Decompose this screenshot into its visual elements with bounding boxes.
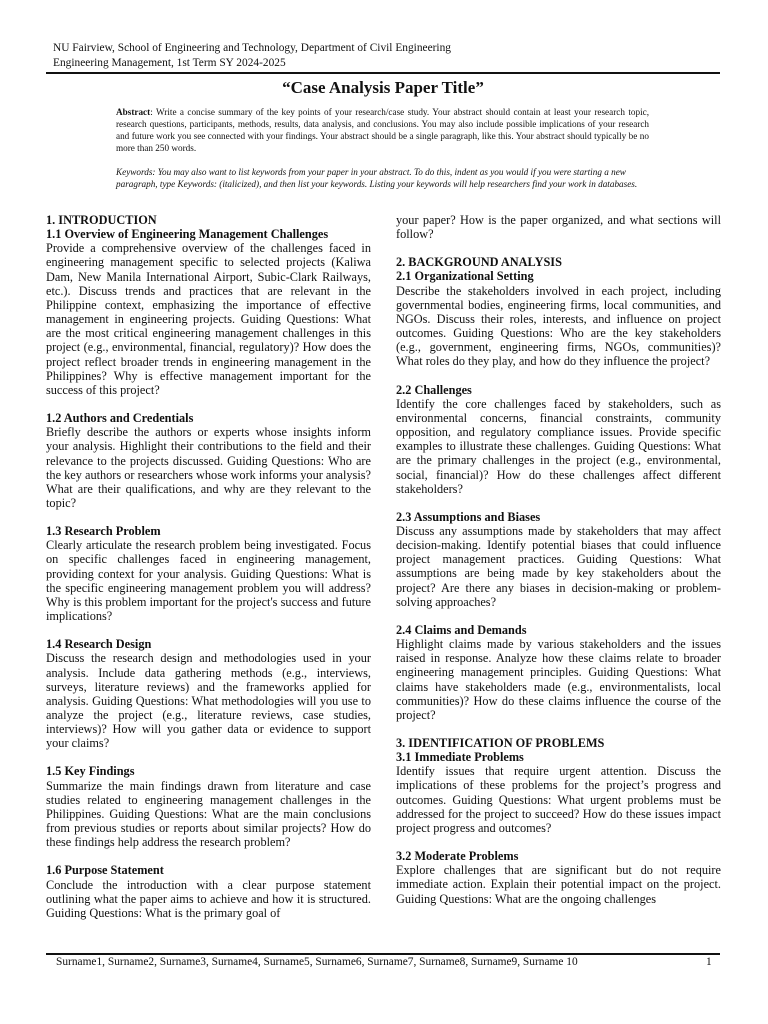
subsection-heading: 1.3 Research Problem <box>46 524 161 539</box>
section-2-1 <box>396 255 721 368</box>
section-3-2 <box>396 849 721 906</box>
header-institution: NU Fairview, School of Engineering and Technology, Department of Civil Engineering <box>53 42 451 54</box>
paragraph: Highlight claims made by various stakeholders and the issues raised in response. Analyze how these claims relate to broader engineering management principles. Guiding Questions: What claims have stakeholders made (e.g., environmentalists, local communities)? How do these claims influence the course of the project? <box>396 637 721 722</box>
section-1-2 <box>46 411 371 510</box>
abstract <box>116 106 649 154</box>
subsection-heading: 3.1 Immediate Problems <box>396 750 524 765</box>
subsection-heading: 3.2 Moderate Problems <box>396 849 519 864</box>
paragraph: Conclude the introduction with a clear purpose statement outlining what the paper aims to achieve and how it is structured. Guiding Questions: What is the primary goal of <box>46 877 371 920</box>
section-heading: 1. INTRODUCTION <box>46 213 157 227</box>
section-heading: 3. IDENTIFICATION OF PROBLEMS <box>396 736 605 750</box>
paragraph: Discuss the research design and methodologies used in your analysis. Include data gathering methods (e.g., interviews, surveys, literature reviews) and the frameworks applied for analysis. Guiding Questions: What methodologies will you use to analyze the project (e.g., literature reviews, case studies, interviews)? How will you gather data or evidence to support your claims? <box>46 651 371 751</box>
subsection-heading: 1.4 Research Design <box>46 637 152 652</box>
section-1-6-continued <box>396 213 721 241</box>
paragraph: Briefly describe the authors or experts whose insights inform your analysis. Highlight their contributions to the field and their relevance to the projects discussed. Guiding Questions: Who are the key authors or researchers whose work informs your analysis? What are their qualifications, and why are they relevant to the topic? <box>46 425 371 510</box>
paragraph: Clearly articulate the research problem being investigated. Focus on specific challenges faced in engineering management, providing context for your analysis. Guiding Questions: What is the specific engineering management problem you will address? Why is this problem important for the project's success and future implications? <box>46 538 371 624</box>
section-2-2 <box>396 383 721 496</box>
abstract-text: : Write a concise summary of the key points of your research/case study. Your abstract should contain at least your research topic, research questions, participants, methods, results, data analysis, and conclusions. You may also include possible implications of your research and future work you see connected with your findings. Your abstract should be a single paragraph, like this. Your abstract should typically be no more than 250 words. <box>116 107 649 154</box>
section-1-6 <box>46 863 371 920</box>
paragraph: Summarize the main findings drawn from literature and case studies related to engineering management challenges in the Philippines. Guiding Questions: What are the main conclusions from previous studies or reports about similar projects? How do these findings help address the research problem? <box>46 778 371 850</box>
subsection-heading: 1.1 Overview of Engineering Management Challenges <box>46 227 329 242</box>
paragraph: Explore challenges that are significant but do not require immediate action. Explain their potential impact on the project. Guiding Questions: What are the ongoing challenges <box>396 863 721 906</box>
keywords: Keywords: You may also want to list keywords from your paper in your abstract. To do this, indent as you would if you were starting a new paragraph, type Keywords: (italicized), and then list your keywords. Listing your keywords will help researchers find your work in databases. <box>116 167 638 190</box>
subsection-heading: 1.6 Purpose Statement <box>46 863 164 878</box>
section-1-3 <box>46 524 371 623</box>
section-1-4 <box>46 637 371 750</box>
right-column <box>396 213 721 920</box>
paragraph: Identify issues that require urgent attention. Discuss the implications of these problems for the project’s progress and outcomes. Guiding Questions: What urgent problems must be addressed for the project to succeed? How do these issues impact project progress and outcomes? <box>396 764 721 835</box>
section-1-5 <box>46 764 371 849</box>
paragraph: Identify the core challenges faced by stakeholders, such as environmental concerns, financial constraints, community opposition, and regulatory compliance issues. Provide specific examples to illustrate these challenges. Guiding Questions: What are the primary challenges in the project (e.g., environmental, social, financial)? How do these challenges affect different stakeholders? <box>396 396 721 496</box>
running-header <box>53 41 720 71</box>
section-heading: 2. BACKGROUND ANALYSIS <box>396 255 562 270</box>
header-course: Engineering Management, 1st Term SY 2024-2025 <box>53 57 286 69</box>
author-surnames: Surname1, Surname2, Surname3, Surname4, Surname5, Surname6, Surname7, Surname8, Surname9, Surname 10 <box>56 956 578 968</box>
paper-title: “Case Analysis Paper Title” <box>282 78 484 97</box>
subsection-heading: 1.5 Key Findings <box>46 764 135 779</box>
subsection-heading: 2.4 Claims and Demands <box>396 622 527 637</box>
paragraph: your paper? How is the paper organized, and what sections will follow? <box>396 213 721 242</box>
paragraph: Describe the stakeholders involved in each project, including governmental bodies, engineering firms, local communities, and NGOs. Discuss their roles, interests, and influence on project outcomes. Guiding Questions: Who are the key stakeholders (e.g., government, engineering firms, NGOs, communities)? What roles do they play, and how do they influence the project? <box>396 283 721 369</box>
section-2-3 <box>396 510 721 609</box>
section-1-1 <box>46 213 371 397</box>
section-2-4 <box>396 623 721 722</box>
subsection-heading: 2.2 Challenges <box>396 382 472 397</box>
header-divider <box>46 72 720 74</box>
subsection-heading: 2.1 Organizational Setting <box>396 269 534 284</box>
section-3-1 <box>396 736 721 835</box>
abstract-label: Abstract <box>116 107 151 117</box>
subsection-heading: 1.2 Authors and Credentials <box>46 411 194 426</box>
paragraph: Discuss any assumptions made by stakeholders that may affect decision-making. Identify potential biases that could influence project management practices. Guiding Questions: What assumptions are being made by key stakeholders about the project? Are there any biases in decision-making or problem-solving approaches? <box>396 523 721 609</box>
left-column <box>46 213 371 934</box>
page-number: 1 <box>706 956 712 968</box>
paragraph: Provide a comprehensive overview of the challenges faced in engineering management specific to selected projects (Kaliwa Dam, New Manila International Airport, Subic-Clark Railways, etc.). Discuss trends and practices that are relevant in the Philippine context, emphasizing the importance of effective management in engineering projects. Guiding Questions: What are the most critical engineering management challenges in this project (e.g., environmental, financial, regulatory)? How does the project reflect broader trends in engineering management in the Philippines? Why is effective management important for the success of this project? <box>46 241 371 397</box>
subsection-heading: 2.3 Assumptions and Biases <box>396 509 541 524</box>
